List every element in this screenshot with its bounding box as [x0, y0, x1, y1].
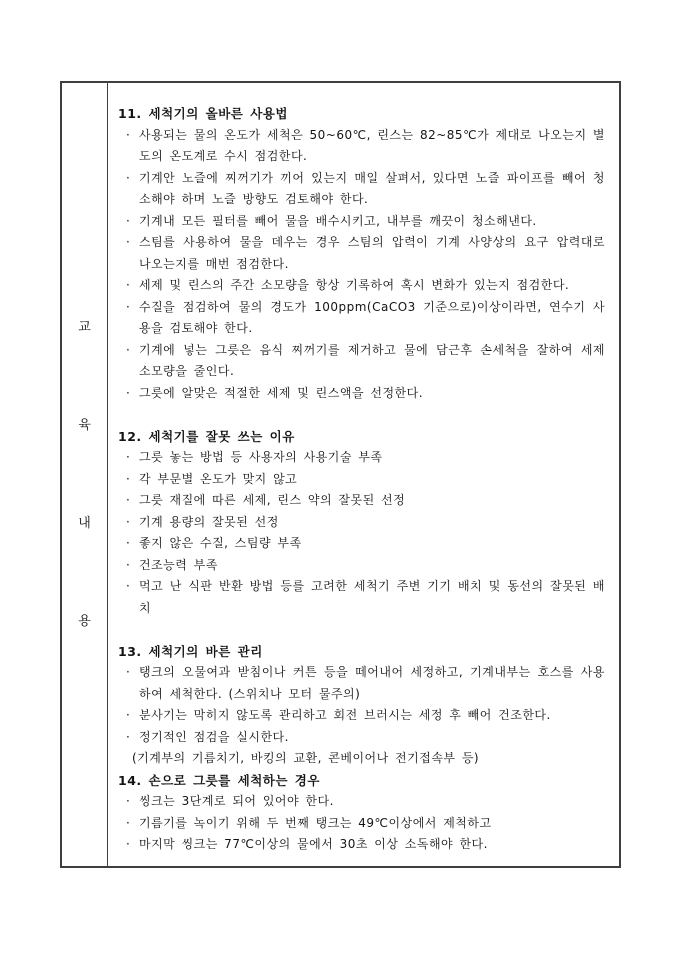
- bullet-item: [118, 512, 605, 534]
- bullet-text: 분사기는 막히지 않도록 관리하고 회전 브러시는 세정 후 빼어 건조한다.: [139, 708, 551, 722]
- bullet-text: 기름기를 녹이기 위해 두 번째 탱크는 49℃이상에서 제척하고: [139, 815, 492, 830]
- bullet-item: [118, 125, 605, 168]
- section-title: 12. 세척기를 잘못 쓰는 이유: [118, 428, 295, 444]
- bullet-dot-icon: ·: [126, 235, 131, 249]
- bullet-dot-icon: ·: [126, 837, 131, 851]
- bullet-dot-icon: ·: [126, 815, 131, 830]
- bullet-dot-icon: ·: [126, 450, 131, 464]
- bullet-text: 좋지 않은 수질, 스팀량 부족: [139, 536, 302, 550]
- bullet-item: [118, 340, 605, 383]
- bullet-item: [118, 533, 605, 555]
- bullet-dot-icon: ·: [126, 536, 131, 550]
- bullet-dot-icon: ·: [126, 471, 131, 486]
- bullet-item: [118, 727, 605, 749]
- bullet-dot-icon: ·: [126, 729, 131, 744]
- bullet-dot-icon: ·: [126, 665, 131, 679]
- bullet-item: [118, 662, 605, 705]
- content-cell: [108, 83, 619, 866]
- bullet-text: 그릇에 알맞은 적절한 세제 및 린스액을 선정한다.: [139, 385, 424, 400]
- bullet-text: 탱크의 오물여과 받침이나 커튼 등을 떼어내어 세정하고, 기계내부는 호스를 사용하여 세척한다. (스위치나 모터 물주의): [139, 665, 605, 701]
- bullet-item: [118, 211, 605, 233]
- bullet-item: [118, 555, 605, 577]
- bullet-text: 정기적인 점검을 실시한다.: [139, 729, 289, 744]
- bullet-item: [118, 813, 605, 835]
- education-content-table: [60, 81, 621, 868]
- bullet-text: 기계에 넣는 그릇은 음식 찌꺼기를 제거하고 물에 담근후 손세척을 잘하여 세제 소모량을 줄인다.: [139, 342, 605, 378]
- bullet-item: [118, 447, 605, 469]
- bullet-dot-icon: ·: [126, 708, 131, 722]
- section-note: (기계부의 기름치기, 바킹의 교환, 콘베이어나 전기접속부 등): [132, 751, 480, 765]
- bullet-item: [118, 168, 605, 211]
- row-header-char: 용: [78, 613, 91, 629]
- section-title: 14. 손으로 그릇를 세척하는 경우: [118, 772, 320, 788]
- bullet-text: 사용되는 물의 온도가 세척은 50~60℃, 린스는 82~85℃가 제대로 나오는지 별도의 온도계로 수시 점검한다.: [139, 127, 605, 163]
- bullet-text: 기계 용량의 잘못된 선정: [139, 514, 279, 529]
- bullet-text: 먹고 난 식판 반환 방법 등를 고려한 세척기 주변 기기 배치 및 동선의 잘못된 배치: [139, 579, 605, 615]
- bullet-dot-icon: ·: [126, 514, 131, 529]
- bullet-dot-icon: ·: [126, 579, 131, 593]
- bullet-item: [118, 383, 605, 405]
- bullet-dot-icon: ·: [126, 299, 131, 314]
- row-header-char: 내: [78, 515, 91, 531]
- bullet-dot-icon: ·: [126, 213, 131, 228]
- row-header-char: 육: [78, 417, 91, 433]
- bullet-text: 수질을 점검하여 물의 경도가 100ppm(CaCO3 기준으로)이상이라면, 연수기 사용을 검토해야 한다.: [139, 299, 605, 335]
- bullet-item: [118, 576, 605, 619]
- bullet-dot-icon: ·: [126, 127, 131, 142]
- section: [118, 641, 605, 770]
- bullet-dot-icon: ·: [126, 342, 131, 357]
- bullet-dot-icon: ·: [126, 385, 131, 400]
- bullet-item: [118, 297, 605, 340]
- bullet-text: 세제 및 린스의 주간 소모량을 항상 기록하여 혹시 변화가 있는지 점검한다.: [139, 278, 570, 292]
- bullet-dot-icon: ·: [126, 794, 131, 808]
- bullet-dot-icon: ·: [126, 493, 131, 507]
- bullet-dot-icon: ·: [126, 557, 131, 572]
- bullet-dot-icon: ·: [126, 170, 131, 185]
- section-title: 11. 세척기의 올바른 사용법: [118, 106, 288, 121]
- section: [118, 103, 605, 404]
- bullet-text: 건조능력 부족: [139, 557, 218, 572]
- section-title: 13. 세척기의 바른 관리: [118, 643, 263, 659]
- bullet-item: [118, 791, 605, 813]
- bullet-text: 기계안 노즐에 찌꺼기가 끼어 있는지 매일 살펴서, 있다면 노즐 파이프를 빼어 청소해야 하며 노즐 방향도 검토해야 한다.: [139, 170, 605, 206]
- section: [118, 770, 605, 856]
- row-header-char: 교: [78, 319, 91, 335]
- bullet-item: [118, 232, 605, 275]
- bullet-item: [118, 275, 605, 297]
- bullet-text: 각 부문별 온도가 맞지 않고: [139, 471, 298, 486]
- bullet-text: 씽크는 3단계로 되어 있어야 한다.: [139, 794, 334, 808]
- section: [118, 426, 605, 620]
- bullet-text: 그릇 놓는 방법 등 사용자의 사용기술 부족: [139, 450, 383, 464]
- bullet-item: [118, 490, 605, 512]
- bullet-item: [118, 705, 605, 727]
- bullet-item: [118, 469, 605, 491]
- bullet-dot-icon: ·: [126, 278, 131, 292]
- bullet-text: 그릇 재질에 따른 세제, 린스 약의 잘못된 선정: [139, 493, 406, 507]
- bullet-item: [118, 834, 605, 856]
- bullet-text: 기계내 모든 필터를 빼어 물을 배수시키고, 내부를 깨끗이 청소해낸다.: [139, 213, 537, 228]
- bullet-text: 마지막 씽크는 77℃이상의 물에서 30초 이상 소독해야 한다.: [139, 837, 488, 851]
- row-header-cell: [62, 83, 108, 866]
- bullet-text: 스팀를 사용하여 물을 데우는 경우 스팀의 압력이 기계 사양상의 요구 압력대로 나오는지를 매번 점검한다.: [139, 235, 605, 271]
